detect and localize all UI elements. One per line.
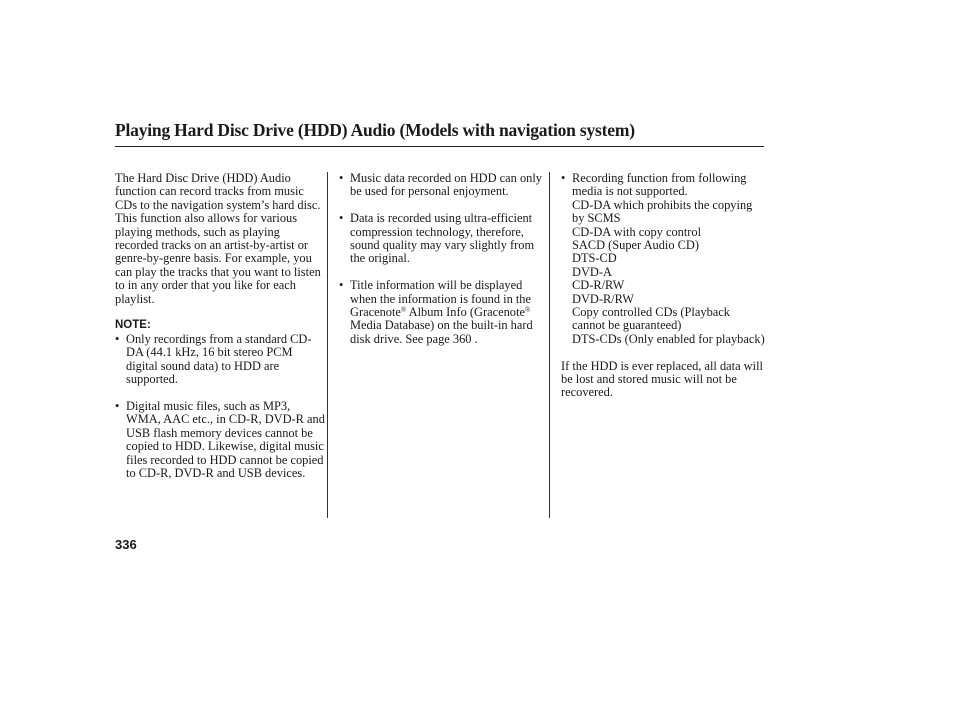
note-label: NOTE: <box>115 319 151 332</box>
bullet-icon: • <box>339 278 344 293</box>
page-number: 336 <box>115 537 137 552</box>
column-divider <box>549 172 550 518</box>
bullet-text: Album Info (Gracenote <box>406 305 525 320</box>
bullet-text: Digital music files, such as MP3, WMA, AAC etc., in CD-R, DVD-R and USB flash memory devices cannot be copied to HDD. Likewise, digital music files recorded to HDD cannot be copied to CD-R, DVD-R and USB devices. <box>126 398 325 480</box>
list-item <box>115 333 325 387</box>
bullet-icon: • <box>115 331 120 346</box>
bullet-text: Title information will be displayed when the information is found in the Gracenote <box>350 278 532 320</box>
list-item <box>561 172 766 199</box>
bullet-text: Recording function from following media is not supported. <box>572 171 747 199</box>
list-item <box>339 212 544 266</box>
column-left <box>115 172 325 480</box>
title-rule <box>115 146 764 147</box>
closing-paragraph: If the HDD is ever replaced, all data will be lost and stored music will not be recovered. <box>561 358 763 400</box>
column-right <box>561 172 766 400</box>
media-item: CD-DA with copy control <box>572 224 702 239</box>
media-item: DVD-A <box>572 264 612 279</box>
intro-paragraph: The Hard Disc Drive (HDD) Audio function can record tracks from music CDs to the navigation system’s hard disc. This function also allows for various playing methods, such as playing recorded tracks on an artist-by-artist or genre-by-genre basis. For example, you can play the tracks that you want to listen to in any order that you like for each playlist. <box>115 171 321 306</box>
bullet-icon: • <box>339 211 344 226</box>
media-item: Copy controlled CDs (Playback cannot be guaranteed) <box>572 305 730 333</box>
bullet-icon: • <box>115 398 120 413</box>
bullet-icon: • <box>339 171 344 185</box>
column-divider <box>327 172 328 518</box>
media-item: DTS-CD <box>572 251 617 266</box>
media-item: DTS-CDs (Only enabled for playback) <box>572 331 765 346</box>
media-item: CD-R/RW <box>572 278 625 293</box>
list-item <box>115 400 325 480</box>
page-title: Playing Hard Disc Drive (HDD) Audio (Models with navigation system) <box>115 120 635 140</box>
list-item <box>339 279 544 346</box>
column-middle <box>339 172 544 346</box>
media-item: CD-DA which prohibits the copying by SCMS <box>572 197 753 226</box>
bullet-text: Only recordings from a standard CD-DA (44.1 kHz, 16 bit stereo PCM digital sound data) to HDD are supported. <box>126 331 312 387</box>
bullet-text: Data is recorded using ultra-efficient compression technology, therefore, sound quality may vary slightly from the original. <box>350 211 535 266</box>
bullet-icon: • <box>561 171 566 185</box>
media-item: DVD-R/RW <box>572 291 634 306</box>
registered-mark: ® <box>400 306 407 315</box>
registered-mark: ® <box>524 306 531 315</box>
bullet-text: Music data recorded on HDD can only be used for personal enjoyment. <box>350 171 542 199</box>
media-item: SACD (Super Audio CD) <box>572 238 700 253</box>
list-item <box>339 172 544 199</box>
bullet-text: Media Database) on the built-in hard disk drive. See page 360 . <box>350 318 533 346</box>
